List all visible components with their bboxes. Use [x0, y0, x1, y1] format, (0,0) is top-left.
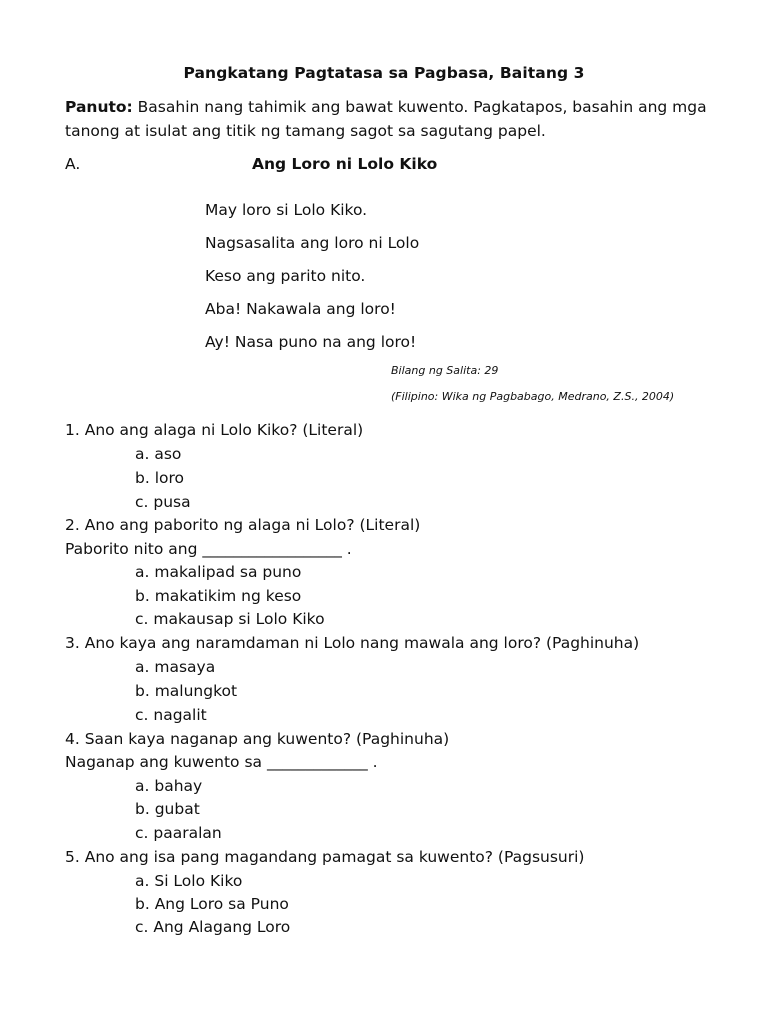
word-count: Bilang ng Salita: 29	[391, 364, 499, 377]
option-5a: a. Si Lolo Kiko	[135, 872, 243, 890]
option-3a: a. masaya	[135, 658, 216, 676]
question-4: 4. Saan kaya naganap ang kuwento? (Paghinuha)	[65, 730, 450, 748]
instructions	[65, 95, 725, 143]
document-title: Pangkatang Pagtatasa sa Pagbasa, Baitang 3	[183, 64, 585, 82]
story-line: Aba! Nakawala ang loro!	[205, 300, 396, 318]
question-3: 3. Ano kaya ang naramdaman ni Lolo nang mawala ang loro? (Paghinuha)	[65, 634, 640, 652]
option-3b: b. malungkot	[135, 682, 238, 700]
option-2b: b. makatikim ng keso	[135, 587, 302, 605]
story-line: Nagsasalita ang loro ni Lolo	[205, 234, 420, 252]
question-1: 1. Ano ang alaga ni Lolo Kiko? (Literal)	[65, 421, 364, 439]
option-4b: b. gubat	[135, 800, 200, 818]
question-2: 2. Ano ang paborito ng alaga ni Lolo? (Literal)	[65, 516, 421, 534]
option-2c: c. makausap si Lolo Kiko	[135, 610, 325, 628]
question-2-prompt: Paborito nito ang __________________ .	[65, 540, 352, 558]
question-5: 5. Ano ang isa pang magandang pamagat sa kuwento? (Pagsusuri)	[65, 848, 585, 866]
option-5c: c. Ang Alagang Loro	[135, 918, 291, 936]
option-4c: c. paaralan	[135, 824, 222, 842]
option-3c: c. nagalit	[135, 706, 207, 724]
story-title: Ang Loro ni Lolo Kiko	[252, 155, 438, 173]
story-line: May loro si Lolo Kiko.	[205, 201, 368, 219]
option-1a: a. aso	[135, 445, 182, 463]
option-4a: a. bahay	[135, 777, 203, 795]
section-letter: A.	[65, 155, 81, 173]
question-4-prompt: Naganap ang kuwento sa _____________ .	[65, 753, 378, 771]
story-line: Keso ang parito nito.	[205, 267, 366, 285]
instructions-text: Basahin nang tahimik ang bawat kuwento. Pagkatapos, basahin ang mga tanong at isulat ang titik ng tamang sagot sa sagutang papel.	[65, 98, 707, 140]
option-1c: c. pusa	[135, 493, 191, 511]
option-5b: b. Ang Loro sa Puno	[135, 895, 289, 913]
story-line: Ay! Nasa puno na ang loro!	[205, 333, 417, 351]
source-citation: (Filipino: Wika ng Pagbabago, Medrano, Z.S., 2004)	[391, 390, 675, 403]
option-2a: a. makalipad sa puno	[135, 563, 302, 581]
instructions-label: Panuto:	[65, 98, 133, 116]
option-1b: b. loro	[135, 469, 184, 487]
